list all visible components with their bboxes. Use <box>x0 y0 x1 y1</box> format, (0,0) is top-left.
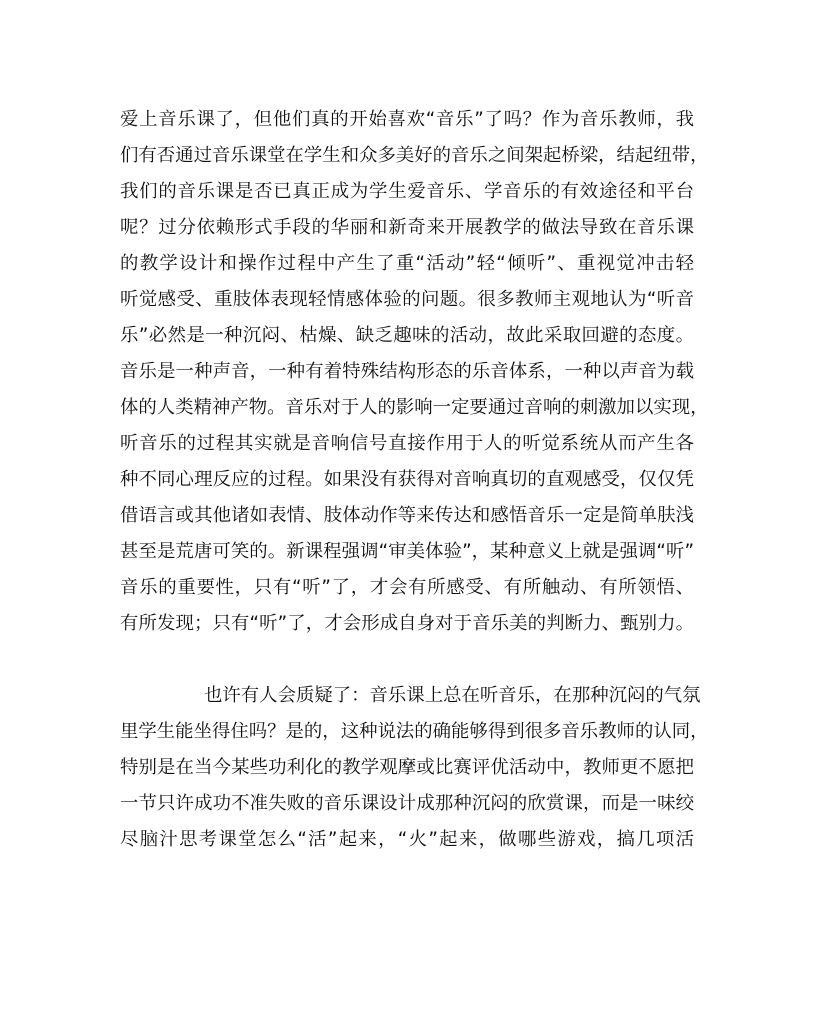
text-line: 音乐是一种声音，一种有着特殊结构形态的乐音体系，一种以声音为载 <box>120 361 694 382</box>
text-line: 我们的音乐课是否已真正成为学生爱音乐、学音乐的有效途径和平台 <box>120 181 694 202</box>
text-line: 也许有人会质疑了：音乐课上总在听音乐，在那种沉闷的气氛 <box>204 685 701 706</box>
text-line: 里学生能坐得住吗？是的，这种说法的确能够得到很多音乐教师的认同， <box>120 721 709 742</box>
text-line: 有所发现；只有“听”了，才会形成自身对于音乐美的判断力、甄别力。 <box>120 613 694 634</box>
text-line: 特别是在当今某些功利化的教学观摩或比赛评优活动中，教师更不愿把 <box>120 757 694 778</box>
text-line: 甚至是荒唐可笑的。新课程强调“审美体验”，某种意义上就是强调“听” <box>120 541 694 562</box>
text-line: 尽脑汁思考课堂怎么“活”起来，“火”起来，做哪些游戏，搞几项活 <box>120 829 694 850</box>
text-line: 们有否通过音乐课堂在学生和众多美好的音乐之间架起桥梁，结起纽带， <box>120 145 709 166</box>
text-line: 爱上音乐课了，但他们真的开始喜欢“音乐”了吗？作为音乐教师，我 <box>120 109 694 130</box>
text-line: 一节只许成功不准失败的音乐课设计成那种沉闷的欣赏课，而是一味绞 <box>120 793 694 814</box>
text-line: 的教学设计和操作过程中产生了重“活动”轻“倾听”、重视觉冲击轻 <box>120 253 694 274</box>
text-line: 听觉感受、重肢体表现轻情感体验的问题。很多教师主观地认为“听音 <box>120 289 694 310</box>
text-line: 呢？过分依赖形式手段的华丽和新奇来开展教学的做法导致在音乐课 <box>120 217 694 238</box>
text-line: 体的人类精神产物。音乐对于人的影响一定要通过音响的刺激加以实现， <box>120 397 709 418</box>
text-line: 音乐的重要性，只有“听”了，才会有所感受、有所触动、有所领悟、 <box>120 577 694 598</box>
text-line: 种不同心理反应的过程。如果没有获得对音响真切的直观感受，仅仅凭 <box>120 469 694 490</box>
text-line: 乐”必然是一种沉闷、枯燥、缺乏趣味的活动，故此采取回避的态度。 <box>120 325 694 346</box>
text-line: 借语言或其他诸如表情、肢体动作等来传达和感悟音乐一定是简单肤浅 <box>120 505 694 526</box>
text-line: 听音乐的过程其实就是音响信号直接作用于人的听觉系统从而产生各 <box>120 433 694 454</box>
